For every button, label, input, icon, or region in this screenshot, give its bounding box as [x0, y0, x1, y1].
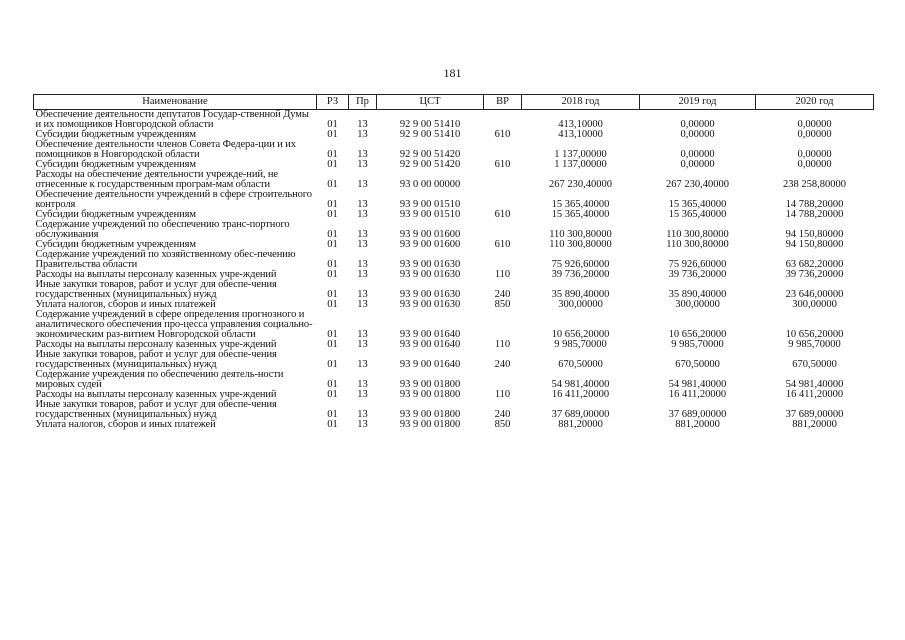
cell-name: Обеспечение деятельности членов Совета Федера-ции и их помощников в Новгородской области — [35, 139, 296, 160]
table-row — [34, 350, 874, 370]
cell-2019: 37 689,00000 — [668, 409, 727, 420]
cell-2018: 37 689,00000 — [551, 409, 610, 420]
cell-vr: 240 — [494, 359, 511, 370]
cell-2019: 110 300,80000 — [666, 239, 729, 250]
cell-name: Субсидии бюджетным учреждениям — [35, 159, 196, 170]
cell-2018: 1 137,00000 — [554, 149, 607, 160]
table-row — [34, 170, 874, 190]
cell-2020: 300,00000 — [792, 299, 837, 310]
cell-2018: 1 137,00000 — [554, 159, 607, 170]
cell-cst: 93 9 00 01800 — [399, 379, 461, 390]
cell-vr — [484, 310, 522, 340]
column-header-vr: ВР — [484, 95, 522, 110]
cell-rz: 01 — [327, 409, 338, 420]
cell-2020: 670,50000 — [792, 359, 837, 370]
cell-cst: 93 9 00 01510 — [399, 199, 461, 210]
cell-name: Обеспечение деятельности учреждений в сфере строительного контроля — [35, 189, 312, 210]
cell-name: Субсидии бюджетным учреждениям — [35, 239, 196, 250]
cell-pr: 13 — [357, 199, 368, 210]
cell-name: Расходы на выплаты персоналу казенных учре-ждений — [35, 269, 277, 280]
cell-rz: 01 — [327, 229, 338, 240]
cell-rz: 01 — [327, 209, 338, 220]
cell-2020: 37 689,00000 — [785, 409, 844, 420]
cell-2018: 16 411,20000 — [551, 389, 610, 400]
cell-2018: 267 230,40000 — [549, 179, 612, 190]
cell-vr — [484, 110, 522, 131]
cell-2019: 15 365,40000 — [668, 199, 727, 210]
cell-pr: 13 — [357, 119, 368, 130]
cell-cst: 93 9 00 01640 — [399, 329, 461, 340]
cell-name: Уплата налогов, сборов и иных платежей — [35, 419, 216, 430]
cell-2020: 0,00000 — [797, 159, 832, 170]
cell-pr: 13 — [357, 269, 368, 280]
cell-name: Содержание учреждения по обеспечению деятель-ности мировых судей — [35, 369, 284, 390]
cell-pr: 13 — [357, 259, 368, 270]
cell-vr — [484, 190, 522, 210]
column-header-2019: 2019 год — [640, 95, 756, 110]
cell-2018: 35 890,40000 — [551, 289, 610, 300]
cell-pr: 13 — [357, 359, 368, 370]
cell-2018: 54 981,40000 — [551, 379, 610, 390]
cell-2020: 63 682,20000 — [785, 259, 844, 270]
cell-cst: 92 9 00 51420 — [399, 149, 461, 160]
cell-2019: 0,00000 — [680, 149, 715, 160]
cell-2019: 54 981,40000 — [668, 379, 727, 390]
cell-pr: 13 — [357, 209, 368, 220]
cell-2019: 0,00000 — [680, 119, 715, 130]
cell-vr: 610 — [494, 159, 511, 170]
cell-rz: 01 — [327, 149, 338, 160]
table-row — [34, 370, 874, 390]
cell-name: Обеспечение деятельности депутатов Государ-ственной Думы и их помощников Новгородской области — [35, 109, 309, 130]
cell-rz: 01 — [327, 299, 338, 310]
cell-name: Иные закупки товаров, работ и услуг для обеспе-чения государственных (муниципальных) нужд — [35, 279, 277, 300]
cell-rz: 01 — [327, 179, 338, 190]
cell-2018: 110 300,80000 — [549, 239, 612, 250]
cell-pr: 13 — [357, 159, 368, 170]
cell-pr: 13 — [357, 299, 368, 310]
cell-vr: 240 — [494, 289, 511, 300]
cell-cst: 93 9 00 01630 — [399, 299, 461, 310]
cell-2019: 35 890,40000 — [668, 289, 727, 300]
cell-2020: 14 788,20000 — [785, 209, 844, 220]
cell-2018: 10 656,20000 — [551, 329, 610, 340]
cell-2020: 9 985,70000 — [788, 339, 841, 350]
cell-cst: 93 9 00 01600 — [399, 239, 461, 250]
cell-2020: 881,20000 — [792, 419, 837, 430]
cell-vr: 110 — [494, 339, 511, 350]
cell-2018: 413,10000 — [558, 129, 603, 140]
cell-vr — [484, 250, 522, 270]
table-row — [34, 220, 874, 240]
cell-vr: 110 — [494, 269, 511, 280]
cell-pr: 13 — [357, 229, 368, 240]
cell-2020: 39 736,20000 — [785, 269, 844, 280]
page-number: 181 — [443, 66, 462, 80]
cell-2019: 0,00000 — [680, 159, 715, 170]
cell-rz: 01 — [327, 269, 338, 280]
cell-2020: 94 150,80000 — [785, 229, 844, 240]
cell-pr: 13 — [357, 389, 368, 400]
column-header-2018: 2018 год — [522, 95, 640, 110]
cell-2018: 15 365,40000 — [551, 209, 610, 220]
cell-cst: 93 9 00 01630 — [399, 289, 461, 300]
cell-2018: 15 365,40000 — [551, 199, 610, 210]
table-row — [34, 250, 874, 270]
table-row — [34, 140, 874, 160]
cell-name: Содержание учреждений в сфере определения прогнозного и аналитического обеспечения про-цесса управления социально-экономическим раз-витием Новгородской области — [35, 309, 313, 340]
cell-rz: 01 — [327, 259, 338, 270]
cell-name: Уплата налогов, сборов и иных платежей — [35, 299, 216, 310]
cell-name: Содержание учреждений по обеспечению транс-портного обслуживания — [35, 219, 290, 240]
cell-cst: 93 9 00 01630 — [399, 269, 461, 280]
cell-name: Субсидии бюджетным учреждениям — [35, 129, 196, 140]
column-header-cst: ЦСТ — [377, 95, 484, 110]
table-header-row — [34, 95, 874, 110]
cell-2018: 670,50000 — [558, 359, 603, 370]
cell-2019: 39 736,20000 — [668, 269, 727, 280]
cell-2018: 9 985,70000 — [554, 339, 607, 350]
cell-rz: 01 — [327, 129, 338, 140]
table-row — [34, 310, 874, 340]
cell-name: Расходы на выплаты персоналу казенных учре-ждений — [35, 389, 277, 400]
cell-cst: 93 9 00 01510 — [399, 209, 461, 220]
cell-cst: 93 9 00 01800 — [399, 419, 461, 430]
cell-vr: 610 — [494, 209, 511, 220]
cell-2019: 670,50000 — [675, 359, 720, 370]
table-row — [34, 280, 874, 300]
cell-2020: 0,00000 — [797, 149, 832, 160]
cell-pr: 13 — [357, 289, 368, 300]
cell-rz: 01 — [327, 379, 338, 390]
cell-2018: 75 926,60000 — [551, 259, 610, 270]
cell-2019: 300,00000 — [675, 299, 720, 310]
cell-2019: 267 230,40000 — [666, 179, 729, 190]
cell-2020: 54 981,40000 — [785, 379, 844, 390]
budget-table — [33, 94, 874, 430]
cell-2018: 110 300,80000 — [549, 229, 612, 240]
cell-pr: 13 — [357, 419, 368, 430]
cell-vr: 850 — [494, 419, 511, 430]
table-body — [34, 110, 874, 431]
cell-2020: 94 150,80000 — [785, 239, 844, 250]
cell-pr: 13 — [357, 129, 368, 140]
cell-2019: 10 656,20000 — [668, 329, 727, 340]
cell-vr — [484, 220, 522, 240]
cell-pr: 13 — [357, 239, 368, 250]
cell-2020: 10 656,20000 — [785, 329, 844, 340]
cell-pr: 13 — [357, 149, 368, 160]
cell-cst: 92 9 00 51410 — [399, 119, 461, 130]
cell-rz: 01 — [327, 199, 338, 210]
cell-cst: 93 9 00 01640 — [399, 339, 461, 350]
cell-vr: 850 — [494, 299, 511, 310]
column-header-name: Наименование — [34, 95, 317, 110]
table-row — [34, 420, 874, 430]
cell-2020: 14 788,20000 — [785, 199, 844, 210]
cell-vr: 610 — [494, 239, 511, 250]
cell-2020: 23 646,00000 — [785, 289, 844, 300]
cell-rz: 01 — [327, 329, 338, 340]
cell-vr — [484, 170, 522, 190]
cell-rz: 01 — [327, 159, 338, 170]
cell-pr: 13 — [357, 329, 368, 340]
cell-name: Иные закупки товаров, работ и услуг для обеспе-чения государственных (муниципальных) нужд — [35, 349, 277, 370]
cell-2020: 238 258,80000 — [783, 179, 846, 190]
table-row — [34, 400, 874, 420]
cell-2018: 413,10000 — [558, 119, 603, 130]
cell-rz: 01 — [327, 389, 338, 400]
cell-cst: 92 9 00 51410 — [399, 129, 461, 140]
cell-rz: 01 — [327, 289, 338, 300]
column-header-rz: РЗ — [317, 95, 349, 110]
cell-2019: 881,20000 — [675, 419, 720, 430]
cell-2019: 16 411,20000 — [668, 389, 727, 400]
cell-pr: 13 — [357, 179, 368, 190]
cell-rz: 01 — [327, 419, 338, 430]
cell-name: Иные закупки товаров, работ и услуг для обеспе-чения государственных (муниципальных) нужд — [35, 399, 277, 420]
cell-cst: 93 0 00 00000 — [399, 179, 461, 190]
cell-vr — [484, 140, 522, 160]
cell-cst: 93 9 00 01600 — [399, 229, 461, 240]
table-row — [34, 190, 874, 210]
cell-rz: 01 — [327, 239, 338, 250]
table-row — [34, 110, 874, 131]
cell-rz: 01 — [327, 339, 338, 350]
cell-2018: 881,20000 — [558, 419, 603, 430]
cell-2020: 16 411,20000 — [785, 389, 844, 400]
cell-vr: 110 — [494, 389, 511, 400]
cell-pr: 13 — [357, 409, 368, 420]
cell-rz: 01 — [327, 119, 338, 130]
cell-2019: 9 985,70000 — [671, 339, 724, 350]
cell-cst: 92 9 00 51420 — [399, 159, 461, 170]
cell-name: Содержание учреждений по хозяйственному обес-печению Правительства области — [35, 249, 296, 270]
column-header-pr: Пр — [349, 95, 377, 110]
cell-vr — [484, 370, 522, 390]
cell-name: Расходы на обеспечение деятельности учрежде-ний, не отнесенные к государственным програм-мам области — [35, 169, 278, 190]
cell-2020: 0,00000 — [797, 129, 832, 140]
cell-2019: 75 926,60000 — [668, 259, 727, 270]
cell-name: Субсидии бюджетным учреждениям — [35, 209, 196, 220]
cell-vr: 240 — [494, 409, 511, 420]
cell-rz: 01 — [327, 359, 338, 370]
cell-vr: 610 — [494, 129, 511, 140]
cell-2019: 15 365,40000 — [668, 209, 727, 220]
cell-2019: 110 300,80000 — [666, 229, 729, 240]
cell-2018: 300,00000 — [558, 299, 603, 310]
cell-cst: 93 9 00 01640 — [399, 359, 461, 370]
cell-2020: 0,00000 — [797, 119, 832, 130]
cell-cst: 93 9 00 01800 — [399, 409, 461, 420]
cell-cst: 93 9 00 01630 — [399, 259, 461, 270]
cell-name: Расходы на выплаты персоналу казенных учре-ждений — [35, 339, 277, 350]
cell-pr: 13 — [357, 339, 368, 350]
column-header-2020: 2020 год — [756, 95, 874, 110]
cell-pr: 13 — [357, 379, 368, 390]
cell-cst: 93 9 00 01800 — [399, 389, 461, 400]
cell-2018: 39 736,20000 — [551, 269, 610, 280]
cell-2019: 0,00000 — [680, 129, 715, 140]
